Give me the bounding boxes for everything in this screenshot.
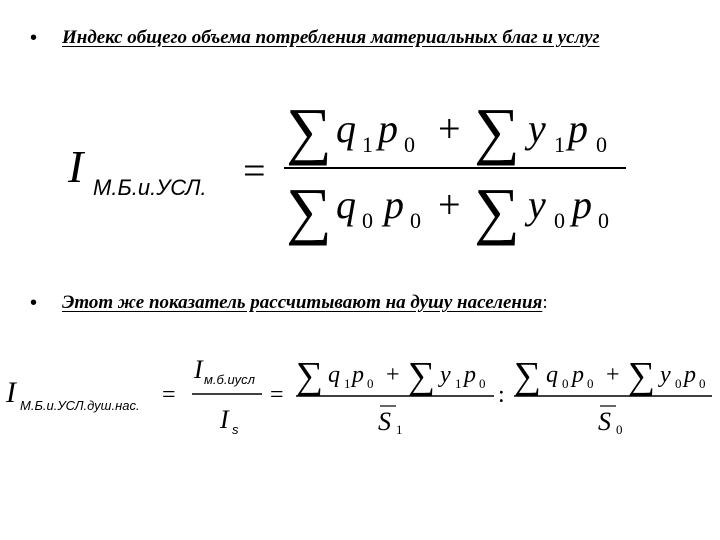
formula2-frac3-p2-sub: 0 <box>699 376 706 391</box>
formula2-colon: : <box>498 382 505 408</box>
bullet-text-per-capita: Этот же показатель рассчитывают на душу населения <box>62 292 543 313</box>
formula2-frac3-p-sub: 0 <box>587 376 594 391</box>
formula1-den-p-sub: 0 <box>410 208 421 233</box>
formula2-frac3-plus: + <box>606 362 620 388</box>
formula2-sum-sign: ∑ <box>296 355 324 397</box>
formula1-num-y: y <box>528 106 546 151</box>
formula2-frac2-p2-sub: 0 <box>479 376 486 391</box>
formula2-frac1-den-symbol: I <box>220 405 229 434</box>
formula2-frac2-q-sub: 1 <box>344 376 351 391</box>
formula1-lhs-subscript: М.Б.и.УСЛ. <box>93 175 207 200</box>
formula1-plus: + <box>438 182 461 227</box>
formula2-sum-sign: ∑ <box>628 355 656 397</box>
formula1-den-q: q <box>336 182 356 227</box>
formula2-frac3-q: q <box>546 362 558 388</box>
formula1-den-p2-sub: 0 <box>598 208 609 233</box>
formula2-frac2-p2: p <box>464 362 476 388</box>
formula1-num-y-sub: 1 <box>554 132 565 157</box>
formula2-frac3-den-sub: 0 <box>616 422 623 437</box>
formula1-num-p2: p <box>568 106 588 151</box>
formula2-equals2: = <box>270 382 284 408</box>
formula2-frac1-den-sub: s <box>232 422 239 437</box>
formula1-den-p: p <box>384 182 404 227</box>
formula1-num-q: q <box>336 106 356 151</box>
formula2-frac2-p-sub: 0 <box>367 376 374 391</box>
formula1-den-y-sub: 0 <box>554 208 565 233</box>
formula1-num-p2-sub: 0 <box>596 132 607 157</box>
formula1-num-q-sub: 1 <box>362 132 373 157</box>
formula2-frac2-plus: + <box>386 362 400 388</box>
formula2-sum-sign: ∑ <box>408 355 436 397</box>
formula2-frac1-num-symbol: I <box>194 355 203 384</box>
formula2-frac3-y-sub: 0 <box>675 376 682 391</box>
bullet-marker: • <box>30 27 38 49</box>
formula2-frac2-den-symbol: S <box>378 407 391 436</box>
formula1-sum-sign: ∑ <box>474 175 520 246</box>
formula1-lhs-symbol: I <box>68 141 84 192</box>
formula2-frac3-p: p <box>572 362 584 388</box>
bullet-colon: : <box>542 292 548 313</box>
formula1-equals: = <box>243 148 266 193</box>
formula2-frac3-y: y <box>660 362 671 388</box>
formula1-sum-sign: ∑ <box>286 95 332 166</box>
formula2-frac2-q: q <box>328 362 340 388</box>
formula1-den-q-sub: 0 <box>362 208 373 233</box>
formula2-frac2-p: p <box>352 362 364 388</box>
formula2-frac3-p2: p <box>684 362 696 388</box>
formula1-sum-sign: ∑ <box>286 175 332 246</box>
formula2-frac2-y: y <box>440 362 451 388</box>
formula1-den-p2: p <box>572 182 592 227</box>
formula2-equals: = <box>162 382 176 408</box>
bullet-marker: • <box>30 292 38 314</box>
formula1-den-y: y <box>528 182 546 227</box>
formula2-frac2-den-sub: 1 <box>396 422 403 437</box>
formula1-plus: + <box>438 106 461 151</box>
formula2-sum-sign: ∑ <box>514 355 542 397</box>
formula2-frac3-den-symbol: S <box>598 407 611 436</box>
formula2-lhs-subscript: М.Б.и.УСЛ.душ.нас. <box>20 398 140 413</box>
formula2-frac3-q-sub: 0 <box>562 376 569 391</box>
bullet-text-index-definition: Индекс общего объема потребления материальных благ и услуг <box>62 27 600 48</box>
formula1-sum-sign: ∑ <box>474 95 520 166</box>
formula2-lhs-symbol: I <box>6 376 16 409</box>
formula2-frac2-y-sub: 1 <box>455 376 462 391</box>
formula2-frac1-num-sub: м.б.иусл <box>204 372 256 387</box>
formula1-num-p-sub: 0 <box>404 132 415 157</box>
formula1-num-p: p <box>378 106 398 151</box>
